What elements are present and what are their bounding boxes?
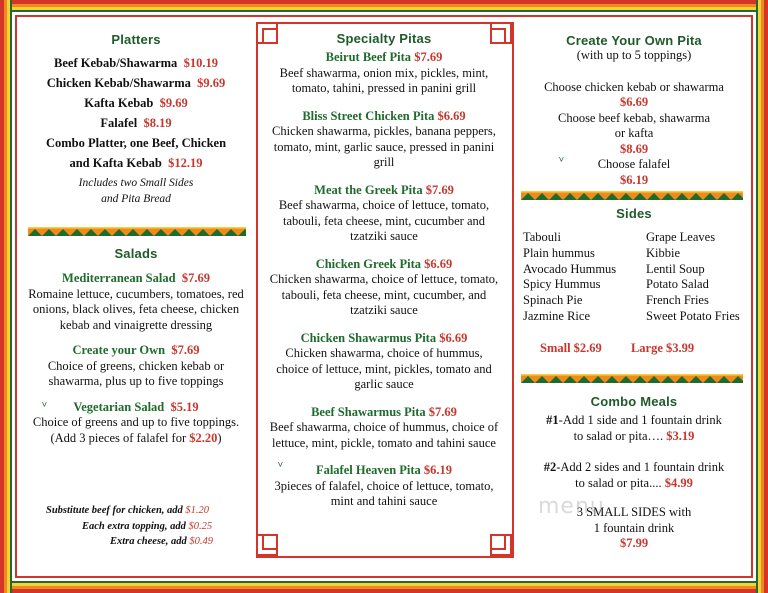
side-item: Spinach Pie: [523, 293, 583, 308]
border-bottom-inner: [17, 576, 751, 578]
leaf-icon: ⱽ: [278, 460, 283, 473]
border-bottom-green: [0, 581, 768, 583]
salad-description: Choice of greens and up to five toppings.: [32, 415, 240, 429]
salads-section: [22, 246, 250, 446]
extra-line: Extra cheese, add $0.49: [110, 536, 213, 547]
side-item: Potato Salad: [646, 277, 709, 292]
create-subtitle: (with up to 5 toppings): [576, 48, 692, 62]
combo-line: 3 SMALL SIDES with: [576, 505, 692, 519]
pita-item: Meat the Greek Pita $7.69 Beef shawarma, choice of lettuce, tomato, tabouli, feta cheese, mint, cucumber and tzatziki sauce: [268, 183, 500, 245]
sides-title: Sides: [616, 206, 652, 221]
side-item: Lentil Soup: [646, 261, 705, 276]
create-option: ⱽ Choose falafel: [559, 155, 671, 171]
create-pita-section: [517, 33, 751, 188]
platter-note: and Pita Bread: [101, 193, 171, 205]
platter-item: Beef Kebab/Shawarma $10.19: [54, 56, 218, 70]
side-item: Kibbie: [646, 245, 681, 260]
pita-item: Beirut Beef Pita $7.69 Beef shawarma, onion mix, pickles, mint, tomato, tahini, pressed in panini grill: [268, 50, 500, 97]
combo-line: to salad or pita…. $3.19: [573, 428, 695, 443]
platters-title: Platters: [111, 32, 161, 47]
pita-description: Chicken shawarma, pickles, banana peppers, tomato, mint, garlic sauce, pressed in panini grill: [272, 124, 496, 169]
leaf-icon: ⱽ: [559, 155, 564, 168]
pita-item: Beef Shawarmus Pita $7.69 Beef shawarma, choice of hummus, choice of lettuce, mint, pickle, tomato and tahini sauce: [269, 404, 499, 450]
platter-item: Falafel $8.19: [100, 116, 172, 130]
salad-item: ⱽ Vegetarian Salad $5.19: [42, 399, 199, 414]
create-price: $6.69: [619, 95, 649, 109]
divider-zigzag: [521, 191, 743, 200]
border-right-green: [756, 0, 758, 593]
border-top-inner: [17, 15, 751, 17]
combo-line: to salad or pita.... $4.99: [575, 475, 693, 490]
combo-line: #1-Add 1 side and 1 fountain drink: [546, 413, 722, 427]
side-item: Sweet Potato Fries: [646, 308, 740, 323]
pita-description: Chicken shawarma, choice of lettuce, tomato, tabouli, feta cheese, mint, cucumber, and tzatziki sauce: [269, 272, 499, 317]
combo-line: 1 fountain drink: [593, 520, 675, 535]
pitas-title: Specialty Pitas: [336, 31, 432, 46]
sides-list-right: [646, 230, 756, 325]
combo-price: $7.99: [619, 536, 649, 550]
pita-description: 3pieces of falafel, choice of lettuce, tomato, mint and tahini sauce: [274, 478, 494, 508]
pita-item: Chicken Greek Pita $6.69 Chicken shawarma, choice of lettuce, tomato, tabouli, feta cheese, mint, cucumber, and tzatziki sauce: [269, 256, 499, 317]
large-price: Large $3.99: [630, 341, 695, 355]
create-title: Create Your Own Pita: [566, 33, 702, 48]
extra-line: Each extra topping, add $0.25: [82, 520, 213, 532]
combo-platter-line: and Kafta Kebab $12.19: [69, 156, 203, 170]
leaf-icon: ⱽ: [42, 399, 47, 413]
border-left-green: [10, 0, 12, 593]
pita-item: Chicken Shawarmus Pita $6.69 Chicken shawarma, choice of hummus, choice of lettuce, mint, pickles, tomato and garlic sauce: [268, 331, 500, 393]
platter-note: Includes two Small Sides: [78, 177, 194, 189]
salads-title: Salads: [114, 246, 158, 261]
platters-section: [22, 32, 250, 207]
create-price: $6.19: [619, 172, 649, 187]
border-left-inner: [15, 15, 17, 578]
border-bottom-yellow: [0, 583, 768, 586]
small-price: Small $2.69: [540, 341, 602, 355]
combo-title: Combo Meals: [590, 394, 678, 409]
frame-corner: [262, 534, 278, 550]
sides-prices: [540, 341, 740, 356]
border-right-red: [764, 0, 768, 593]
side-item: Tabouli: [523, 230, 562, 244]
falafel-addon: (Add 3 pieces of falafel for $2.20): [50, 430, 222, 445]
side-item: Avocado Hummus: [523, 261, 617, 276]
border-top-green: [0, 10, 768, 12]
sides-section: [517, 206, 751, 221]
side-item: Grape Leaves: [646, 230, 716, 244]
border-bottom-orange: [0, 586, 768, 589]
divider-zigzag: [521, 374, 743, 383]
salad-extras: [30, 503, 250, 550]
pita-description: Beef shawarma, onion mix, pickles, mint, tomato, tahini, pressed in panini grill: [279, 65, 489, 95]
combo-line: #2-Add 2 sides and 1 fountain drink: [543, 460, 725, 474]
pita-description: Beef shawarma, choice of lettuce, tomato, tabouli, feta cheese, mint, cucumber and tzatziki sauce: [278, 198, 490, 243]
pitas-section: [268, 31, 500, 510]
combo-platter-line: Combo Platter, one Beef, Chicken: [45, 136, 227, 150]
pita-description: Chicken shawarma, choice of hummus, choice of lettuce, mint, pickles, tomato and garlic sauce: [276, 346, 492, 391]
frame-corner: [490, 534, 506, 550]
platter-item: Chicken Kebab/Shawarma $9.69: [46, 76, 226, 90]
sides-list-left: [523, 230, 643, 325]
platter-item: Kafta Kebab $9.69: [84, 96, 188, 110]
side-item: French Fries: [646, 293, 709, 308]
pita-description: Beef shawarma, choice of hummus, choice of lettuce, mint, pickle, tomato and tahini sauce: [269, 420, 499, 450]
create-price: $8.69: [619, 141, 649, 156]
combo-section: [517, 394, 751, 552]
pita-item: Bliss Street Chicken Pita $6.69 Chicken shawarma, pickles, banana peppers, tomato, mint, garlic sauce, pressed in panini grill: [268, 109, 500, 171]
divider-zigzag: [28, 227, 246, 236]
side-item: Spicy Hummus: [523, 277, 601, 292]
salad-item: Mediterranean Salad $7.69: [62, 271, 210, 285]
border-right-yellow: [758, 0, 761, 593]
side-item: Plain hummus: [523, 245, 595, 260]
salad-description: Romaine lettuce, cucumbers, tomatoes, red onions, black olives, feta cheese, chicken kebab and vinaigrette dressing: [28, 286, 244, 332]
border-right-orange: [761, 0, 764, 593]
side-item: Jazmine Rice: [523, 308, 590, 323]
salad-item: Create your Own $7.69: [72, 343, 200, 357]
watermark: menu: [538, 494, 605, 519]
salad-description: Choice of greens, chicken kebab or shawarma, plus up to five toppings: [47, 358, 225, 388]
create-option: or kafta: [614, 126, 654, 140]
pita-item: ⱽ Falafel Heaven Pita $6.19 3pieces of falafel, choice of lettuce, tomato, mint and tahini sauce: [268, 463, 500, 510]
create-option: Choose beef kebab, shawarma: [557, 110, 711, 125]
create-option: Choose chicken kebab or shawarma: [544, 79, 724, 94]
extra-line: Substitute beef for chicken, add $1.20: [46, 505, 210, 516]
border-bottom-red: [0, 589, 768, 593]
